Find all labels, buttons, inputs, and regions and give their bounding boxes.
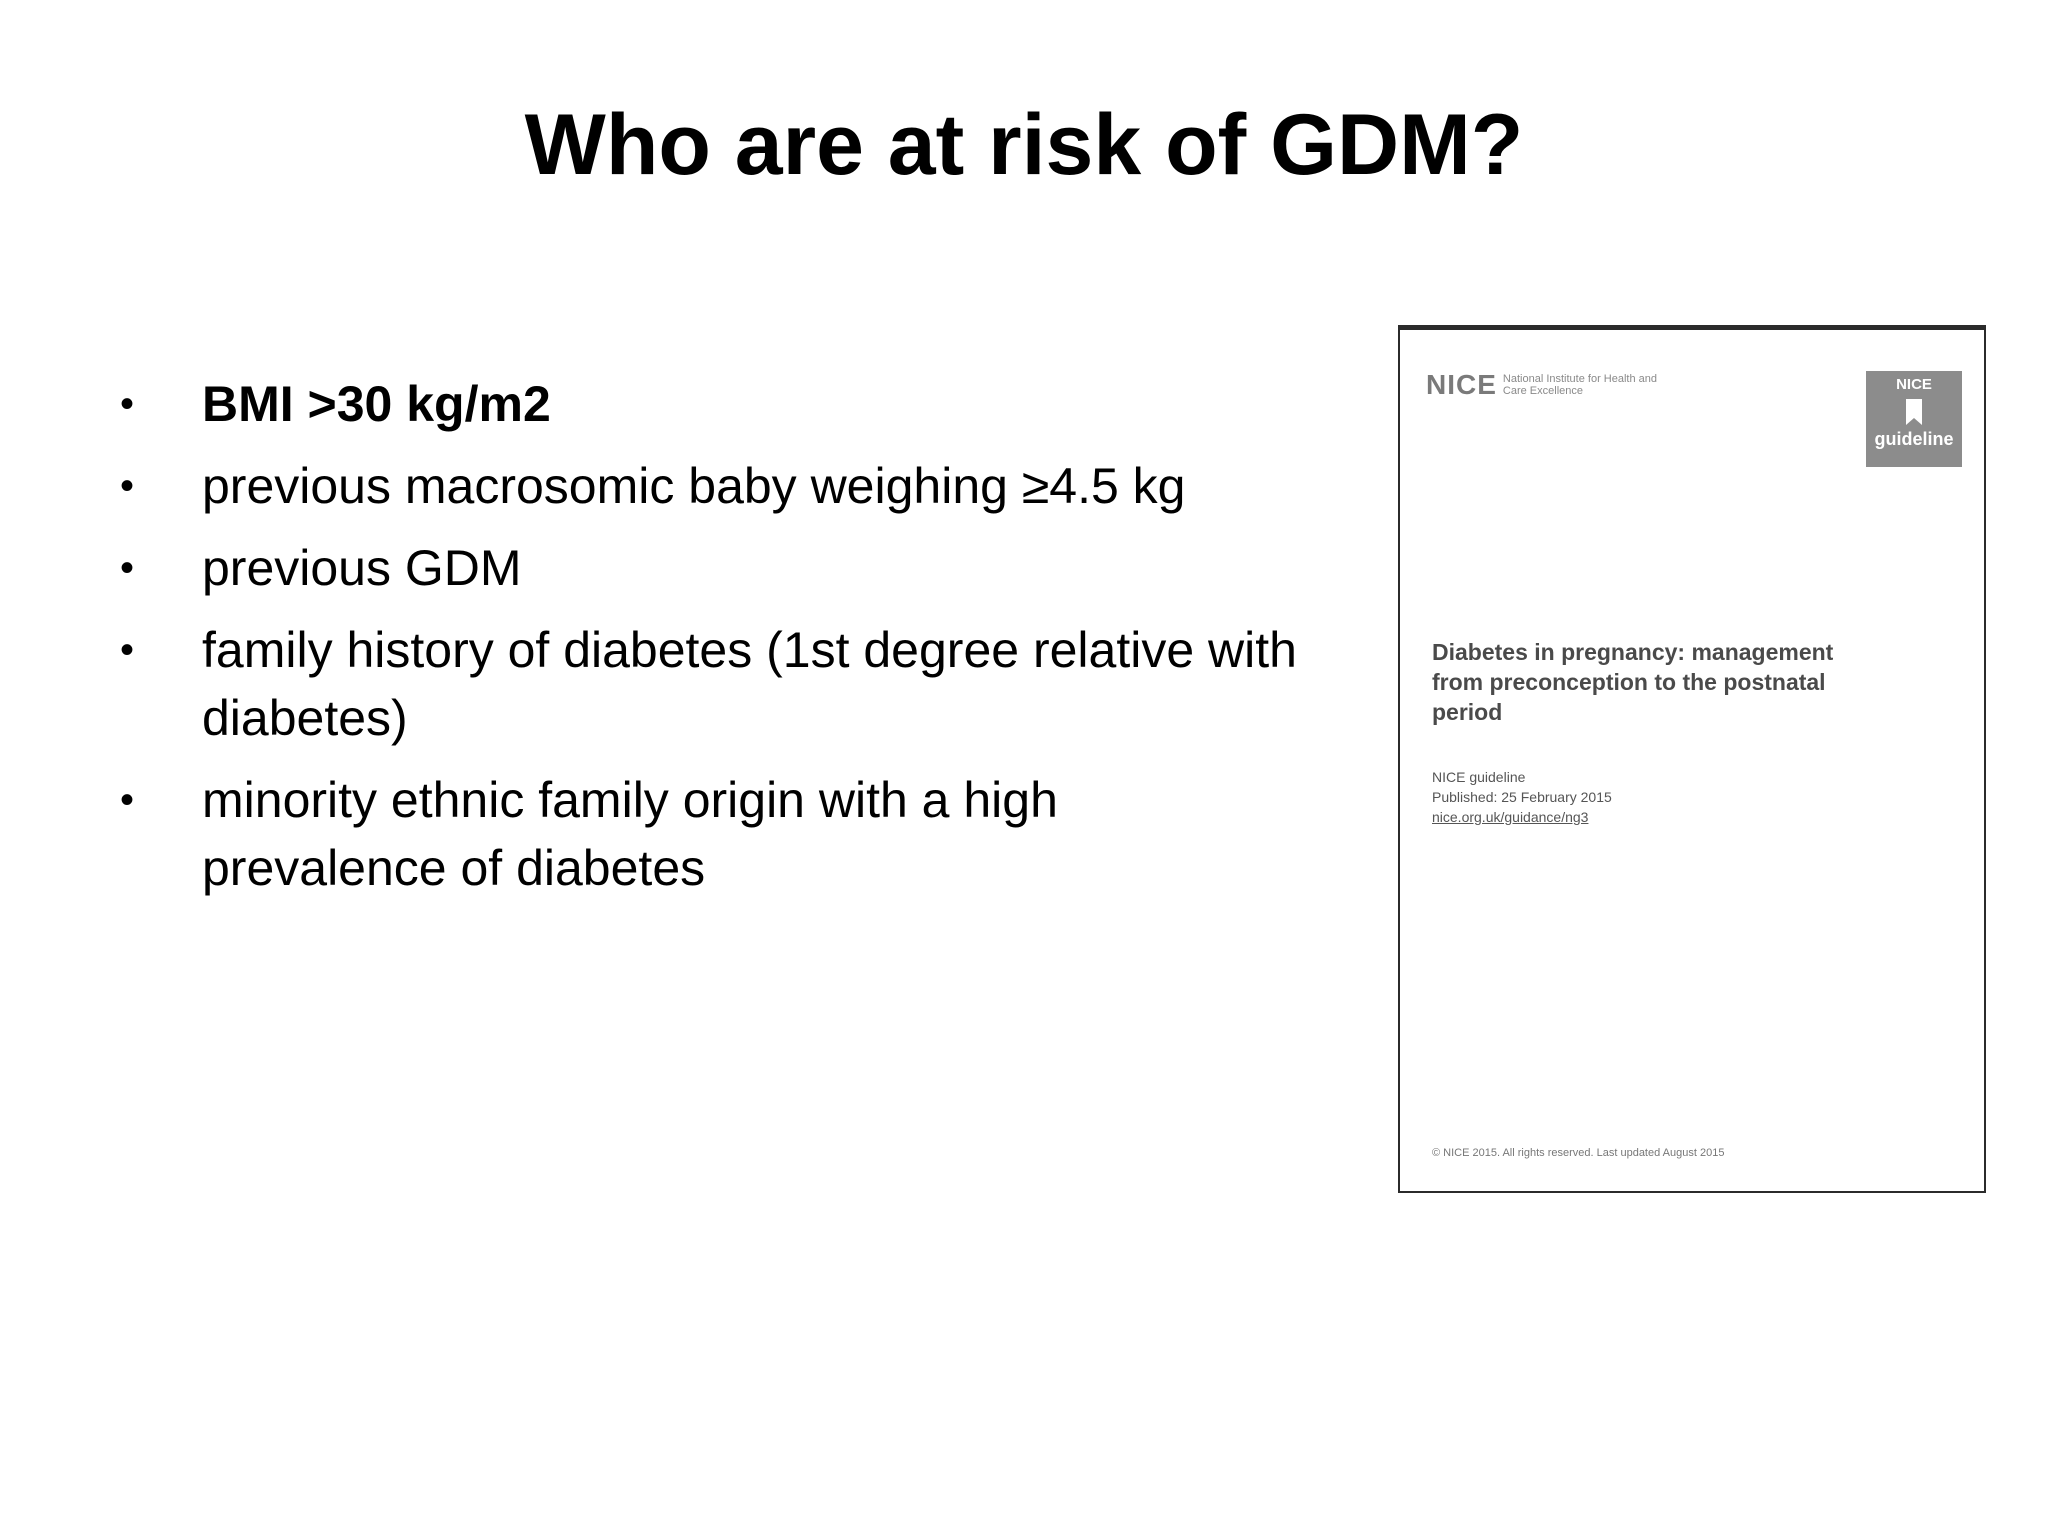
bullet-marker: •: [120, 464, 135, 508]
cover-footer: © NICE 2015. All rights reserved. Last updated August 2015: [1432, 1147, 1725, 1159]
nice-logo-word: NICE: [1426, 369, 1497, 400]
bullet-list: [120, 370, 1300, 916]
cover-meta-link: nice.org.uk/guidance/ng3: [1432, 809, 1589, 825]
nice-guideline-badge: [1866, 371, 1962, 467]
cover-meta-type: NICE guideline: [1432, 769, 1526, 785]
slide-title: Who are at risk of GDM?: [524, 97, 1524, 193]
bullet-text: minority ethnic family origin with a high prevalence of diabetes: [202, 772, 1058, 896]
bullet-marker: •: [120, 628, 135, 672]
bullet-marker: •: [120, 546, 135, 590]
bullet-text: family history of diabetes (1st degree relative with diabetes): [202, 622, 1297, 746]
bullet-marker: •: [120, 382, 135, 426]
badge-top-label: NICE: [1896, 376, 1932, 393]
list-item: [120, 766, 1300, 902]
nice-logo-subtitle: National Institute for Health and Care Excellence: [1502, 373, 1657, 397]
list-item: [120, 370, 1300, 438]
bullet-text: BMI >30 kg/m2: [202, 376, 551, 432]
nice-logo: [1426, 369, 1663, 401]
bullet-text: previous GDM: [202, 540, 522, 596]
badge-bottom-label: guideline: [1874, 429, 1954, 449]
cover-meta: [1432, 767, 1612, 827]
bullet-text: previous macrosomic baby weighing ≥4.5 kg: [202, 458, 1186, 514]
cover-top-border: [1400, 327, 1984, 330]
bookmark-icon: [1904, 399, 1924, 425]
list-item: [120, 452, 1300, 520]
list-item: [120, 616, 1300, 752]
cover-title: Diabetes in pregnancy: management from preconception to the postnatal period: [1432, 639, 1834, 725]
bullet-marker: •: [120, 778, 135, 822]
cover-meta-published: Published: 25 February 2015: [1432, 789, 1612, 805]
guideline-cover-image: [1398, 325, 1986, 1193]
list-item: [120, 534, 1300, 602]
